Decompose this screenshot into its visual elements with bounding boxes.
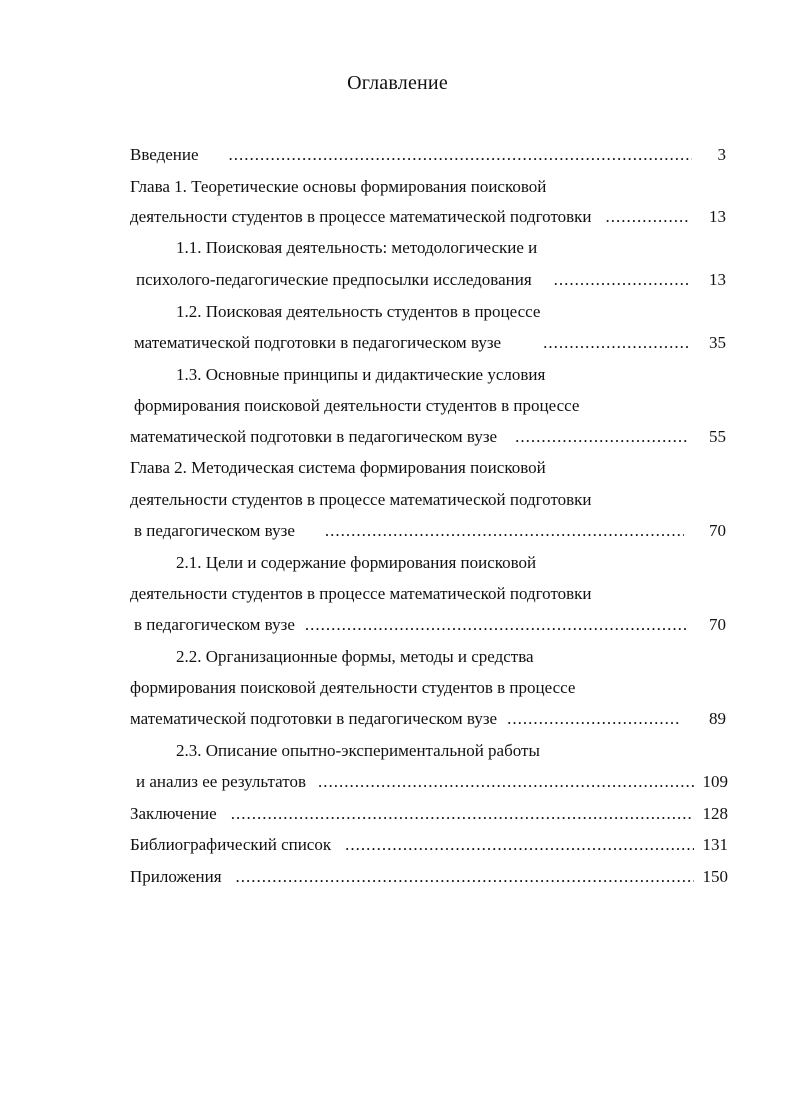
leader-dots: [543, 331, 688, 355]
toc-page-number: 35: [709, 333, 726, 352]
toc-entry-text: формирования поисковой деятельности студентов в процессе: [130, 678, 576, 697]
leader-dots: [318, 770, 694, 794]
toc-entry-1-1[interactable]: [176, 236, 537, 260]
toc-entry-text: 1.2. Поисковая деятельность студентов в процессе: [176, 302, 541, 321]
toc-entry-text: формирования поисковой деятельности студентов в процессе: [134, 396, 580, 415]
toc-entry-text: психолого-педагогические предпосылки исследования: [136, 270, 532, 289]
leader-dots: [345, 833, 694, 857]
toc-entry-bibliography[interactable]: [130, 833, 728, 857]
toc-entry-2-2-cont2[interactable]: [130, 707, 726, 731]
toc-entry-text: деятельности студентов в процессе математической подготовки: [130, 490, 592, 509]
toc-entry-text: и анализ ее результатов: [136, 772, 306, 791]
toc-page-number: 70: [709, 615, 726, 634]
toc-entry-text: математической подготовки в педагогическом вузе: [130, 427, 498, 446]
toc-entry-text: деятельности студентов в процессе математической подготовки: [130, 207, 592, 226]
toc-entry-text: 1.3. Основные принципы и дидактические условия: [176, 365, 546, 384]
toc-entry-text: Глава 2. Методическая система формирования поисковой: [130, 458, 546, 477]
toc-entry-text: математической подготовки в педагогическом вузе: [134, 333, 502, 352]
toc-page-number: 13: [709, 270, 726, 289]
toc-entry-chapter-1-cont[interactable]: [130, 205, 726, 229]
page-title: Оглавление: [347, 72, 448, 94]
leader-dots: [229, 143, 692, 167]
toc-entry-2-1-cont[interactable]: [130, 582, 592, 606]
toc-entry-chapter-1[interactable]: [130, 175, 546, 199]
leader-dots: [305, 613, 688, 637]
toc-entry-2-3[interactable]: [176, 739, 540, 763]
toc-page-number: 131: [702, 835, 728, 854]
toc-entry-2-1-cont2[interactable]: [134, 613, 726, 637]
toc-entry-text: Глава 1. Теоретические основы формирования поисковой: [130, 177, 547, 196]
toc-entry-text: Приложения: [130, 867, 222, 886]
toc-entry-text: деятельности студентов в процессе математической подготовки: [130, 584, 592, 603]
toc-entry-1-1-cont[interactable]: [136, 268, 726, 292]
leader-dots: [606, 205, 688, 229]
leader-dots: [236, 865, 694, 889]
leader-dots: [231, 802, 694, 826]
toc-entry-text: Библиографический список: [130, 835, 332, 854]
toc-entry-1-3[interactable]: [176, 363, 545, 387]
toc-entry-1-2-cont[interactable]: [134, 331, 726, 355]
toc-page-number: 3: [717, 145, 726, 164]
toc-entry-introduction[interactable]: [130, 143, 726, 167]
leader-dots: [554, 268, 688, 292]
toc-page-number: 109: [702, 772, 728, 791]
toc-entry-text: математической подготовки в педагогическом вузе: [130, 709, 498, 728]
leader-dots: [507, 707, 680, 731]
toc-entry-text: в педагогическом вузе: [134, 615, 295, 634]
toc-entry-text: 1.1. Поисковая деятельность: методологические и: [176, 238, 538, 257]
toc-entry-1-2[interactable]: [176, 300, 540, 324]
toc-entry-text: Заключение: [130, 804, 217, 823]
toc-page-number: 55: [709, 427, 726, 446]
toc-entry-2-3-cont[interactable]: [136, 770, 728, 794]
leader-dots: [325, 519, 684, 543]
toc-entry-1-3-cont2[interactable]: [130, 425, 726, 449]
toc-entry-1-3-cont[interactable]: [134, 394, 579, 418]
toc-page-number: 13: [709, 207, 726, 226]
toc-page-number: 150: [702, 867, 728, 886]
toc-entry-text: 2.1. Цели и содержание формирования поисковой: [176, 553, 537, 572]
toc-entry-text: Введение: [130, 145, 199, 164]
toc-page-number: 128: [702, 804, 728, 823]
toc-entry-conclusion[interactable]: [130, 802, 728, 826]
toc-entry-chapter-2[interactable]: [130, 456, 546, 480]
leader-dots: [515, 425, 688, 449]
toc-entry-text: в педагогическом вузе: [134, 521, 295, 540]
toc-entry-appendices[interactable]: [130, 865, 728, 889]
toc-entry-2-2[interactable]: [176, 645, 534, 669]
toc-page-number: 89: [709, 709, 726, 728]
toc-entry-chapter-2-cont[interactable]: [130, 488, 592, 512]
toc-entry-text: 2.3. Описание опытно-экспериментальной работы: [176, 741, 540, 760]
toc-entry-chapter-2-cont2[interactable]: [134, 519, 726, 543]
toc-entry-2-2-cont[interactable]: [130, 676, 575, 700]
toc-entry-text: 2.2. Организационные формы, методы и средства: [176, 647, 534, 666]
toc-page-number: 70: [709, 521, 726, 540]
toc-entry-2-1[interactable]: [176, 551, 536, 575]
